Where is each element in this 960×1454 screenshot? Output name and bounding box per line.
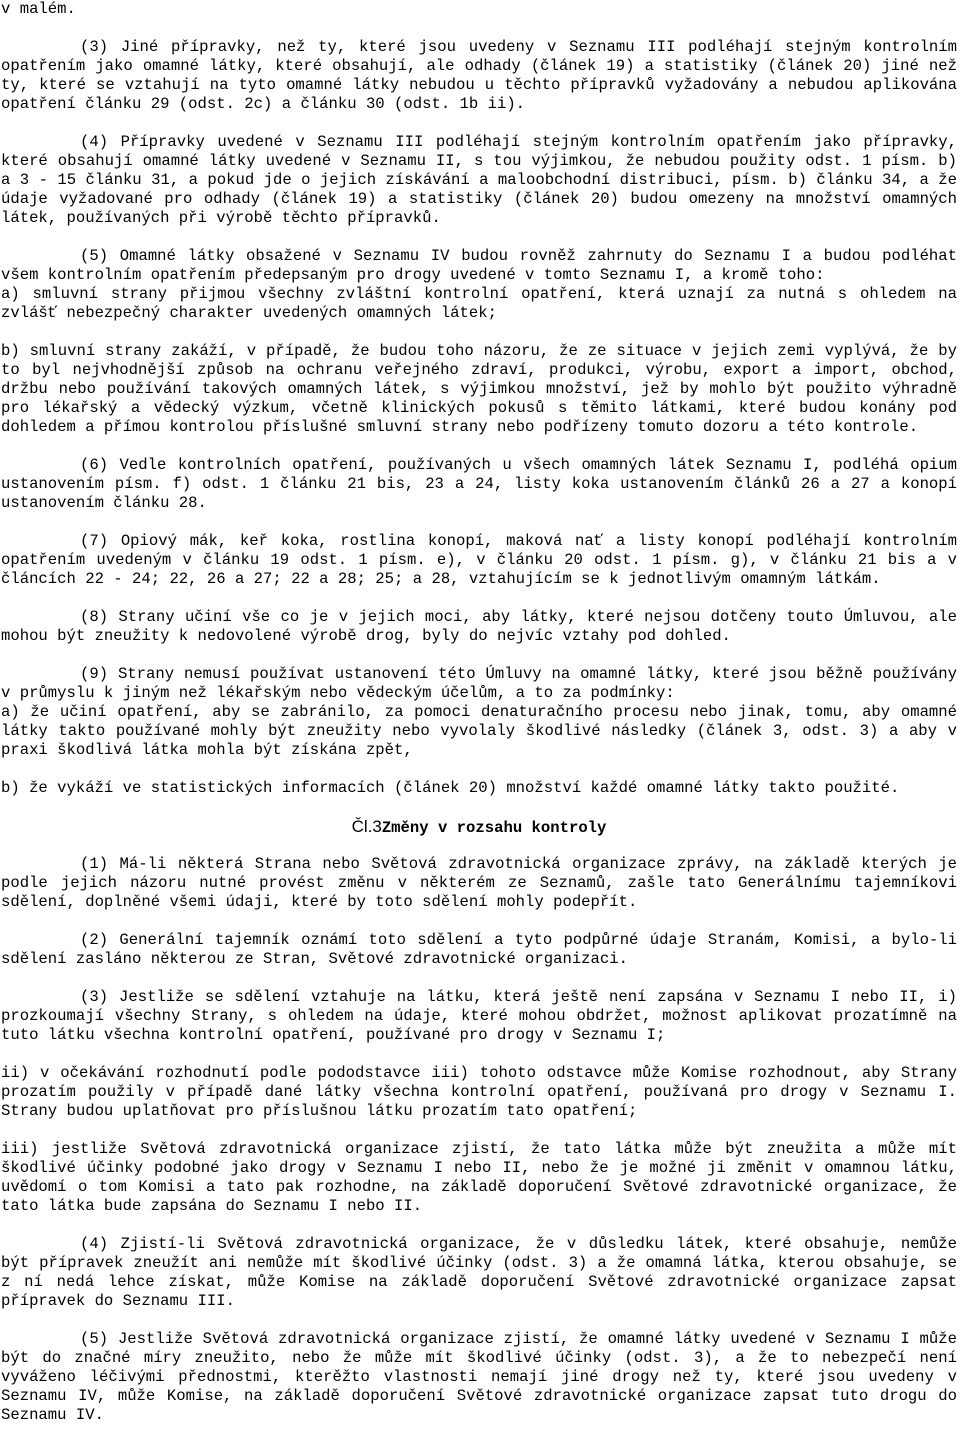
article3-paragraph-1: (1) Má-li některá Strana nebo Světová zdravotnická organizace zprávy, na základě kterých je podle jejich názoru nutné provést změnu v některém ze Seznamů, zašle tato Generálnímu tajemníkovi sdělení, doplněné všemi údaji, které by toto sdělení mohly podepřít.: [1, 855, 957, 911]
article2-paragraph-5-item-a: a) smluvní strany přijmou všechny zvláštní kontrolní opatření, která uznají za nutná s ohledem na zvlášť nebezpečný charakter uvedených omamných látek;: [1, 285, 957, 322]
article3-paragraph-3-item-ii: ii) v očekávání rozhodnutí podle pododstavce iii) tohoto odstavce může Komise rozhodnout, aby Strany prozatím použily v případě dané látky všechna kontrolní opatření, používaná pro drogy v Seznamu I. Strany budou uplatňovat pro příslušnou látku prozatím tato opatření;: [1, 1064, 957, 1120]
article2-paragraph-5-intro: (5) Omamné látky obsažené v Seznamu IV budou rovněž zahrnuty do Seznamu I a budou podléhat všem kontrolním opatřením předepsaným pro drogy uvedené v tomto Seznamu I, a kromě toho:: [1, 247, 957, 284]
article3-paragraph-2: (2) Generální tajemník oznámí toto sdělení a tyto podpůrné údaje Stranám, Komisi, a bylo-li sdělení zasláno některou ze Stran, Světové zdravotnické organizaci.: [1, 931, 957, 968]
article2-paragraph-4: (4) Přípravky uvedené v Seznamu III podléhají stejným kontrolním opatřením jako přípravky, které obsahují omamné látky uvedené v Seznamu II, s tou výjimkou, že nebudou použity odst. 1 písm. b) a 3 - 15 článku 31, a pokud jde o jejich získávání a maloobchodní distribuci, písm. b) článku 34, a že údaje vyžadované pro odhady (článek 19) a statistiky (článek 20) budou omezeny na množství omamných látek, používaných při výrobě těchto přípravků.: [1, 133, 957, 227]
article2-paragraph-5-item-b: b) smluvní strany zakáží, v případě, že budou toho názoru, že ze situace v jejich zemi vyplývá, že by to byl nejvhodnější způsob na ochranu veřejného zdraví, produkci, výrobu, export a import, obchod, držbu nebo používání takových omamných látek, s výjimkou množství, jež by mohlo být použito výhradně pro lékařský a vědecký výzkum, včetně klinických pokusů s těmito látkami, které budou konány pod dohledem a přímou kontrolou příslušné smluvní strany nebo podřízeny tomuto dozoru a této kontrole.: [1, 342, 957, 436]
article3-paragraph-4: (4) Zjistí-li Světová zdravotnická organizace, že v důsledku látek, které obsahuje, nemůže být přípravek zneužít ani nemůže mít škodlivé účinky (odst. 3) a že omamná látka, kterou obsahuje, se z ní nedá lehce získat, může Komise na základě doporučení Světové zdravotnické organizace zapsat přípravek do Seznamu III.: [1, 1235, 957, 1310]
article2-paragraph-3: (3) Jiné přípravky, než ty, které jsou uvedeny v Seznamu III podléhají stejným kontrolním opatřením jako omamné látky, které obsahují, ale odhady (článek 19) a statistiky (článek 20) jiné než ty, které se vztahují na tyto omamné látky nebudou u těchto přípravků vyžadovány a nebudou aplikována opatření článku 29 (odst. 2c) a článku 30 (odst. 1b ii).: [1, 38, 957, 113]
continuation-text: v malém.: [1, 0, 76, 18]
article3-paragraph-3: (3) Jestliže se sdělení vztahuje na látku, která ještě není zapsána v Seznamu I nebo II, i) prozkoumají všechny Strany, s ohledem na údaje, které mohou obdržet, možnost aplikovat prozatímně na tuto látku všechna kontrolní opatření, používané pro drogy v Seznamu I;: [1, 988, 957, 1044]
article2-paragraph-6: (6) Vedle kontrolních opatření, používaných u všech omamných látek Seznamu I, podléhá opium ustanovením písm. f) odst. 1 článku 21 bis, 23 a 24, listy koka ustanovením článků 26 a 27 a konopí ustanovením článku 28.: [1, 456, 957, 512]
article2-paragraph-9-item-a: a) že učiní opatření, aby se zabránilo, za pomoci denaturačního procesu nebo jinak, tomu, aby omamné látky takto používané mohly být zneužity nebo vyvolaly škodlivé následky (článek 3, odst. 3) a aby v praxi škodlivá látka mohla být získána zpět,: [1, 703, 957, 759]
article-number: Čl.3: [351, 817, 382, 836]
article2-paragraph-8: (8) Strany učiní vše co je v jejich moci, aby látky, které nejsou dotčeny touto Úmluvou, ale mohou být zneužity k nedovolené výrobě drog, byly do nejvíc vztahy pod dohled.: [1, 608, 957, 645]
article2-paragraph-7: (7) Opiový mák, keř koka, rostlina konopí, maková nať a listy konopí podléhají kontrolním opatřením uvedeným v článku 19 odst. 1 písm. e), v článku 20 odst. 1 písm. g), v článku 21 bis a v článcích 22 - 24; 22, 26 a 27; 22 a 28; 25; a 28, vztahujícím se k jednotlivým omamným látkám.: [1, 532, 957, 588]
article3-paragraph-3-item-iii: iii) jestliže Světová zdravotnická organizace zjistí, že tato látka může být zneužita a může mít škodlivé účinky podobné jako drogy v Seznamu I nebo II, nebo že je možné ji změnit v omamnou látku, uvědomí o tom Komisi a tato pak rozhodne, na základě doporučení Světové zdravotnické organizace, že tato látka bude zapsána do Seznamu I nebo II.: [1, 1140, 957, 1215]
article2-paragraph-9-item-b: b) že vykáží ve statistických informacích (článek 20) množství každé omamné látky takto použité.: [1, 779, 900, 797]
article2-paragraph-9-intro: (9) Strany nemusí používat ustanovení této Úmluvy na omamné látky, které jsou běžně používány v průmyslu k jiným než lékařským nebo vědeckým účelům, a to za podmínky:: [1, 665, 957, 702]
article3-paragraph-5: (5) Jestliže Světová zdravotnická organizace zjistí, že omamné látky uvedené v Seznamu I může být do značné míry zneužito, nebo že může mít škodlivé účinky (odst. 3), a že to nebezpečí není vyváženo léčivými přednostmi, kterěžto vlastnosti nemají jiné drogy než ty, které jsou uvedeny v Seznamu IV, může Komise, na základě doporučení Světové zdravotnické organizace zapsat tuto drogu do Seznamu IV.: [1, 1330, 957, 1424]
article-heading: [1, 817, 957, 836]
article-title: Změny v rozsahu kontroly: [381, 819, 607, 837]
